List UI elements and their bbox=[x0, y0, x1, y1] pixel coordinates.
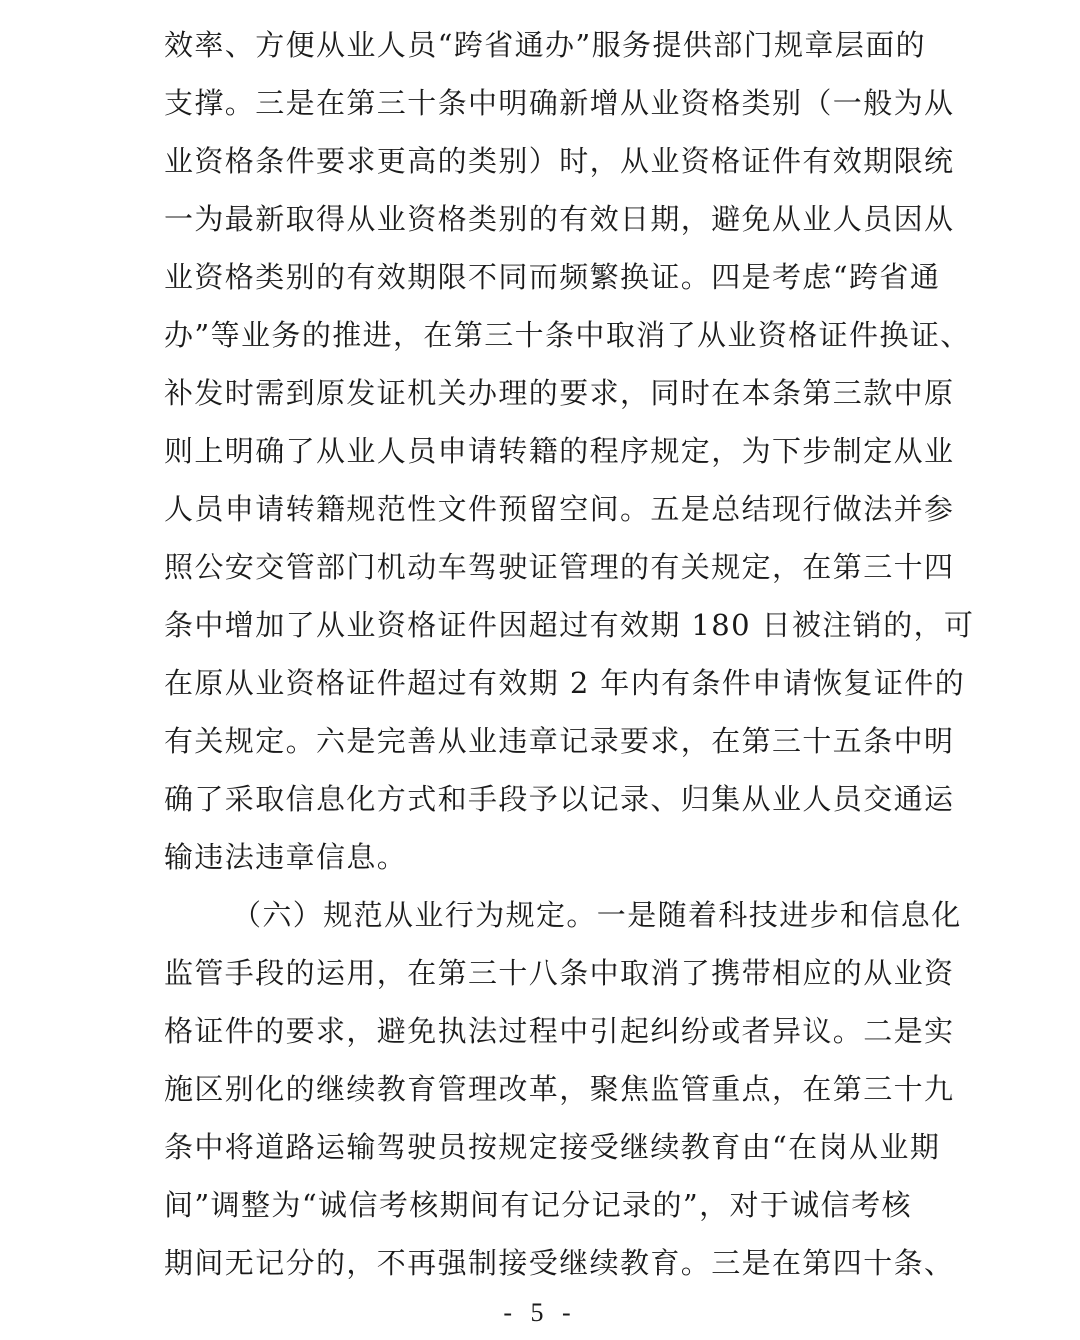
text-line: 条中增加了从业资格证件因超过有效期 180 日被注销的，可 bbox=[164, 608, 975, 642]
text-line: 效率、方便从业人员“跨省通办”服务提供部门规章层面的 bbox=[164, 28, 927, 62]
text-line: 期间无记分的，不再强制接受继续教育。三是在第四十条、 bbox=[164, 1246, 955, 1280]
section-heading-line: （六）规范从业行为规定。一是随着科技进步和信息化 bbox=[232, 898, 962, 932]
text-line: 补发时需到原发证机关办理的要求，同时在本条第三款中原 bbox=[164, 376, 955, 410]
text-line: 照公安交管部门机动车驾驶证管理的有关规定，在第三十四 bbox=[164, 550, 955, 584]
text-line: 办”等业务的推进，在第三十条中取消了从业资格证件换证、 bbox=[164, 318, 971, 352]
text-line: 确了采取信息化方式和手段予以记录、归集从业人员交通运 bbox=[164, 782, 955, 816]
text-line: 业资格条件要求更高的类别）时，从业资格证件有效期限统 bbox=[164, 144, 955, 178]
text-line: 间”调整为“诚信考核期间有记分记录的”，对于诚信考核 bbox=[164, 1188, 912, 1222]
body-text bbox=[164, 16, 975, 1292]
text-line: 业资格类别的有效期限不同而频繁换证。四是考虑“跨省通 bbox=[164, 260, 941, 294]
text-line: 一为最新取得从业资格类别的有效日期，避免从业人员因从 bbox=[164, 202, 955, 236]
text-line: 输违法违章信息。 bbox=[164, 840, 408, 874]
text-line: 有关规定。六是完善从业违章记录要求，在第三十五条中明 bbox=[164, 724, 955, 758]
text-line: 支撑。三是在第三十条中明确新增从业资格类别（一般为从 bbox=[164, 86, 955, 120]
text-line: 监管手段的运用，在第三十八条中取消了携带相应的从业资 bbox=[164, 956, 955, 990]
text-line: 条中将道路运输驾驶员按规定接受继续教育由“在岗从业期 bbox=[164, 1130, 941, 1164]
text-line: 在原从业资格证件超过有效期 2 年内有条件申请恢复证件的 bbox=[164, 666, 966, 700]
text-line: 则上明确了从业人员申请转籍的程序规定，为下步制定从业 bbox=[164, 434, 955, 468]
text-line: 人员申请转籍规范性文件预留空间。五是总结现行做法并参 bbox=[164, 492, 955, 526]
text-line: 格证件的要求，避免执法过程中引起纠纷或者异议。二是实 bbox=[164, 1014, 955, 1048]
page-number: - 5 - bbox=[503, 1298, 577, 1327]
text-line: 施区别化的继续教育管理改革，聚焦监管重点，在第三十九 bbox=[164, 1072, 955, 1106]
